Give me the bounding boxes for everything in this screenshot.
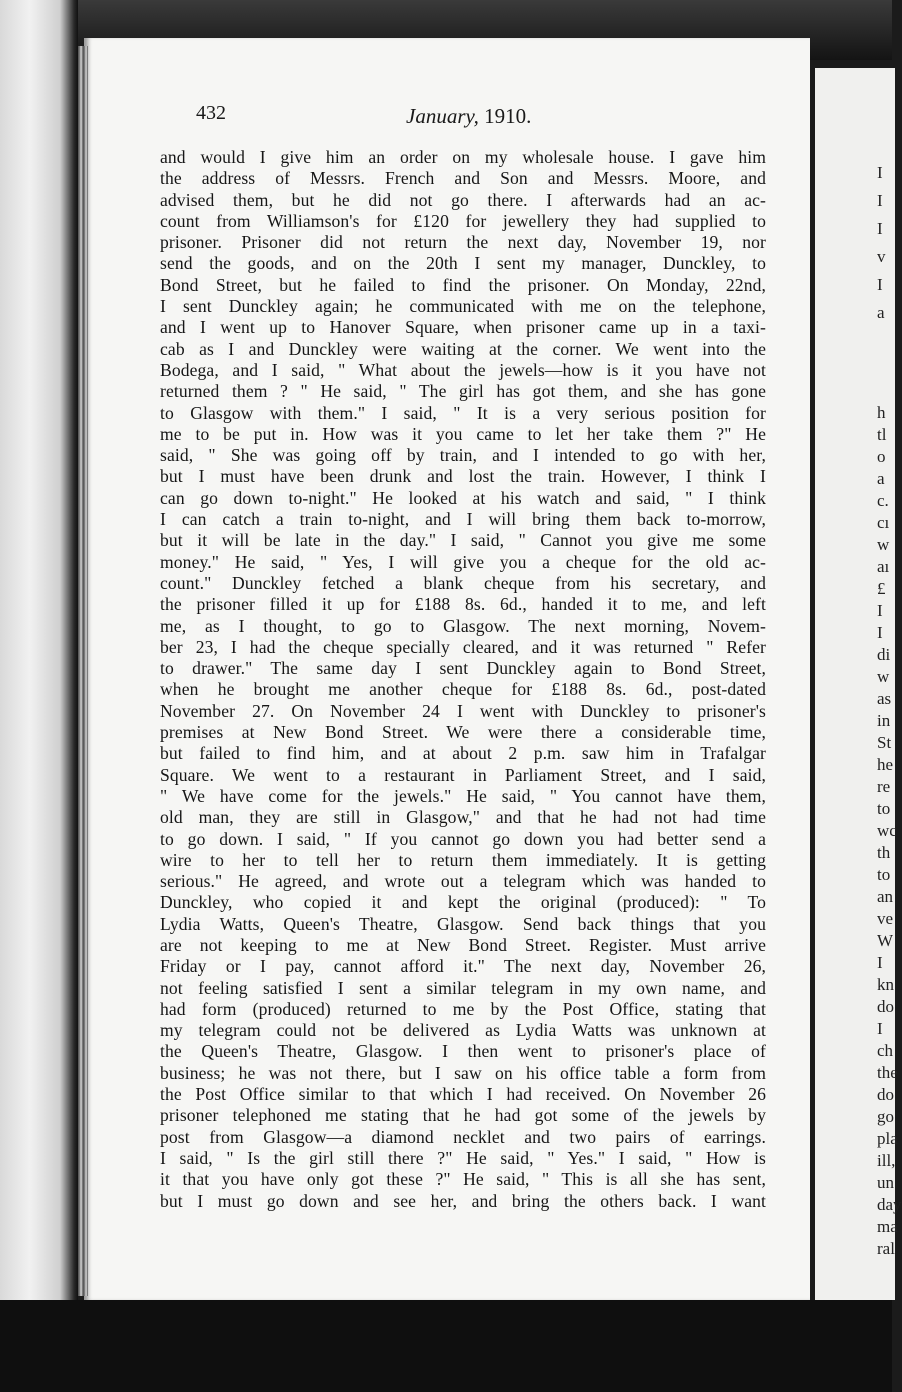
scan-left-border xyxy=(0,0,78,1392)
text-line: count from Williamson's for £120 for jewellery they had supplied to xyxy=(160,210,766,231)
facing-page-fragment: £ xyxy=(877,579,886,598)
text-line: the address of Messrs. French and Son and Messrs. Moore, and xyxy=(160,168,766,189)
facing-page xyxy=(812,68,902,1300)
facing-page-fragment: I xyxy=(877,275,883,294)
facing-page-fragment: I xyxy=(877,953,883,972)
scan-bottom-border xyxy=(0,1300,892,1392)
text-line: " We have come for the jewels." He said, " You cannot have them, xyxy=(160,785,766,806)
text-line: I can catch a train to-night, and I will bring them back to-morrow, xyxy=(160,509,766,530)
page-header xyxy=(196,102,616,132)
text-line: my telegram could not be delivered as Lydia Watts was unknown at xyxy=(160,1020,766,1041)
facing-page-fragment: he xyxy=(877,755,894,774)
facing-page-fragment: St xyxy=(877,733,892,752)
facing-page-fragment: c. xyxy=(877,491,889,510)
text-line: post from Glasgow—a diamond necklet and two pairs of earrings. xyxy=(160,1126,766,1147)
text-line: and I went up to Hanover Square, when prisoner came up in a taxi- xyxy=(160,317,766,338)
text-line: to drawer." The same day I sent Dunckley again to Bond Street, xyxy=(160,658,766,679)
facing-page-fragment: an xyxy=(877,887,894,906)
facing-page-fragment: W xyxy=(877,931,894,950)
running-title xyxy=(406,104,531,129)
facing-page-fragment: w xyxy=(877,535,890,554)
text-line: count." Dunckley fetched a blank cheque from his secretary, and xyxy=(160,572,766,593)
facing-page-fragment: ch xyxy=(877,1041,894,1060)
facing-page-fragment: w xyxy=(877,667,890,686)
page-edge-shadow xyxy=(78,46,88,1296)
running-title-year: 1910. xyxy=(484,104,532,128)
text-line: send the goods, and on the 20th I sent my manager, Dunckley, to xyxy=(160,253,766,274)
facing-page-fragment: ill, xyxy=(877,1151,896,1170)
facing-page-fragment: ral xyxy=(877,1239,895,1258)
facing-page-fragment: di xyxy=(877,645,891,664)
facing-page-fragment: I xyxy=(877,623,883,642)
facing-page-fragment: wc xyxy=(877,821,897,840)
facing-page-fragment: as xyxy=(877,689,892,708)
facing-page-fragment: to xyxy=(877,865,891,884)
facing-page-fragment: ve xyxy=(877,909,894,928)
facing-page-fragment: go xyxy=(877,1107,894,1126)
facing-page-fragment: ma xyxy=(877,1217,898,1236)
text-line: I said, " Is the girl still there ?" He said, " Yes." I said, " How is xyxy=(160,1147,766,1168)
facing-page-fragment: kn xyxy=(877,975,894,994)
facing-page-fragment: the xyxy=(877,1063,898,1082)
text-line: wire to her to tell her to return them immediately. It is getting xyxy=(160,849,766,870)
text-line: the Queen's Theatre, Glasgow. I then went to prisoner's place of xyxy=(160,1041,766,1062)
text-line: the prisoner filled it up for £188 8s. 6d., handed it to me, and left xyxy=(160,594,766,615)
facing-page-fragment: I xyxy=(877,601,883,620)
facing-page-fragment: h xyxy=(877,403,886,422)
text-line: the Post Office similar to that which I had received. On November 26 xyxy=(160,1084,766,1105)
text-line: I sent Dunckley again; he communicated with me on the telephone, xyxy=(160,296,766,317)
text-line: Bond Street, but he failed to find the prisoner. On Monday, 22nd, xyxy=(160,274,766,295)
text-line: prisoner. Prisoner did not return the next day, November 19, nor xyxy=(160,232,766,253)
facing-page-fragment: do xyxy=(877,997,894,1016)
text-line: Lydia Watts, Queen's Theatre, Glasgow. Send back things that you xyxy=(160,913,766,934)
facing-page-fragment: re xyxy=(877,777,891,796)
text-line: me to be put in. How was it you came to let her take them ?" He xyxy=(160,423,766,444)
facing-page-fragment: v xyxy=(877,247,886,266)
text-line: Bodega, and I said, " What about the jewels—how is it you have not xyxy=(160,359,766,380)
text-line: but I must have been drunk and lost the train. However, I think I xyxy=(160,466,766,487)
facing-page-fragment: I xyxy=(877,219,883,238)
text-line: to Glasgow with them." I said, " It is a very serious position for xyxy=(160,402,766,423)
running-title-month: January, xyxy=(406,104,479,128)
text-line: it that you have only got these ?" He said, " This is all she has sent, xyxy=(160,1169,766,1190)
text-line: when he brought me another cheque for £188 8s. 6d., post-dated xyxy=(160,679,766,700)
text-line: are not keeping to me at New Bond Street. Register. Must arrive xyxy=(160,934,766,955)
text-line: not feeling satisfied I sent a similar telegram in my own name, and xyxy=(160,977,766,998)
text-line: advised them, but he did not go there. I afterwards had an ac- xyxy=(160,189,766,210)
text-line: serious." He agreed, and wrote out a telegram which was handed to xyxy=(160,871,766,892)
facing-page-fragment: un xyxy=(877,1173,894,1192)
text-line: and would I give him an order on my wholesale house. I gave him xyxy=(160,147,766,167)
text-line: November 27. On November 24 I went with Dunckley to prisoner's xyxy=(160,700,766,721)
facing-page-fragment: aı xyxy=(877,557,890,576)
facing-page-fragment: day xyxy=(877,1195,902,1214)
facing-page-fragment: to xyxy=(877,799,891,818)
facing-page-fragment: a xyxy=(877,303,885,322)
facing-page-fragment: tl xyxy=(877,425,887,444)
text-line: Friday or I pay, cannot afford it." The next day, November 26, xyxy=(160,956,766,977)
text-line: but failed to find him, and at about 2 p.m. saw him in Trafalgar xyxy=(160,743,766,764)
text-line: to go down. I said, " If you cannot go down you had better send a xyxy=(160,828,766,849)
text-line: said, " She was going off by train, and I intended to go with her, xyxy=(160,445,766,466)
text-line: business; he was not there, but I saw on his office table a form from xyxy=(160,1062,766,1083)
facing-page-fragment: I xyxy=(877,163,883,182)
page-number: 432 xyxy=(196,102,226,124)
text-line: but it will be late in the day." I said, " Cannot you give me some xyxy=(160,530,766,551)
text-line: had form (produced) returned to me by the Post Office, stating that xyxy=(160,998,766,1019)
text-line: money." He said, " Yes, I will give you a cheque for the old ac- xyxy=(160,551,766,572)
text-line: Dunckley, who copied it and kept the original (produced): " To xyxy=(160,892,766,913)
text-line: but I must go down and see her, and bring the others back. I want xyxy=(160,1190,766,1211)
facing-page-fragment: a xyxy=(877,469,885,488)
facing-page-fragment: pla xyxy=(877,1129,898,1148)
facing-page-fragment: o xyxy=(877,447,886,466)
facing-page-fragment: in xyxy=(877,711,891,730)
text-line: me, as I thought, to go to Glasgow. The next morning, Novem- xyxy=(160,615,766,636)
text-line: Square. We went to a restaurant in Parliament Street, and I said, xyxy=(160,764,766,785)
text-line: returned them ? " He said, " The girl has got them, and she has gone xyxy=(160,381,766,402)
facing-page-fragment: I xyxy=(877,191,883,210)
facing-page-fragment: I xyxy=(877,1019,883,1038)
facing-page-fragment: th xyxy=(877,843,891,862)
text-line: cab as I and Dunckley were waiting at the corner. We went into the xyxy=(160,338,766,359)
text-line: prisoner telephoned me stating that he had got some of the jewels by xyxy=(160,1105,766,1126)
facing-page-fragment: cı xyxy=(877,513,890,532)
text-line: can go down to-night." He looked at his watch and said, " I think xyxy=(160,487,766,508)
text-line: ber 23, I had the cheque specially cleared, and it was returned " Refer xyxy=(160,636,766,657)
text-line: premises at New Bond Street. We were there a considerable time, xyxy=(160,722,766,743)
body-text xyxy=(160,147,766,1212)
text-line: old man, they are still in Glasgow," and that he had not had time xyxy=(160,807,766,828)
facing-page-fragment: do xyxy=(877,1085,894,1104)
